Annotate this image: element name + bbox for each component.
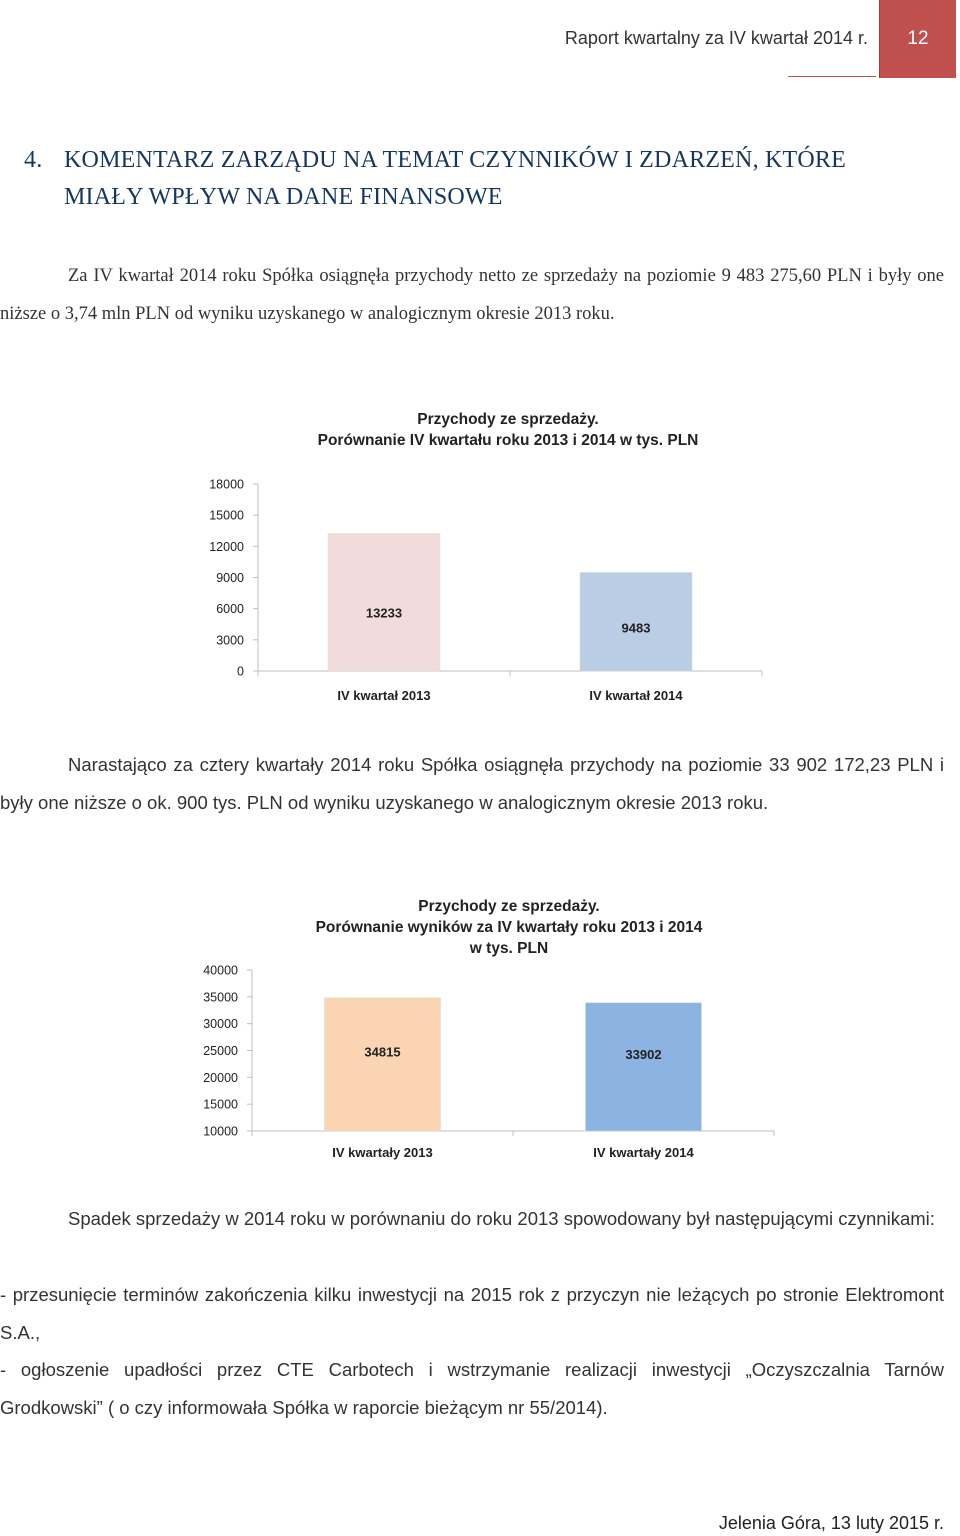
chart-title-line-1: Przychody ze sprzedaży.: [418, 898, 600, 915]
y-tick-label: 25000: [203, 1044, 238, 1058]
footer-place-date: Jelenia Góra, 13 luty 2015 r.: [718, 1513, 944, 1533]
list-item-reason-1: - przesunięcie terminów zakończenia kilku inwestycji na 2015 rok z przyczyn nie leżących po stronie Elektromont S.A.,: [0, 1284, 944, 1343]
y-tick-label: 30000: [203, 1017, 238, 1032]
bar-1: [325, 998, 441, 1131]
x-category-label: IV kwartał 2013: [337, 688, 431, 703]
section-title-line2: MIAŁY WPŁYW NA DANE FINANSOWE: [64, 184, 503, 210]
y-tick-label: 0: [237, 664, 244, 679]
paragraph-q4-revenue: [0, 258, 944, 333]
y-tick-label: 10000: [203, 1124, 238, 1139]
y-tick-label: 15000: [203, 1097, 238, 1112]
list-item-reason-2: - ogłoszenie upadłości przez CTE Carbotech i wstrzymanie realizacji inwestycji „Oczyszczalnia Tarnów Grodkowski” ( o czy informowała Spółka w raporcie bieżącym nr 55/2014).: [0, 1359, 944, 1418]
page-number-badge: 12: [879, 0, 956, 78]
bar-value-label: 33902: [625, 1047, 662, 1063]
chart-q4-revenue-comparison: [180, 400, 780, 710]
x-category-label: IV kwartał 2014: [589, 688, 683, 703]
section-heading: [24, 142, 924, 216]
bar-2: [586, 1003, 702, 1131]
bar-value-label: 13233: [365, 605, 403, 621]
y-tick-label: 9000: [216, 571, 244, 585]
chart-title-line-2: Porównanie IV kwartału roku 2013 i 2014 w tys. PLN: [317, 432, 699, 449]
bar-1: [328, 534, 440, 671]
chart-title-line-2: Porównanie wyników za IV kwartały roku 2013 i 2014: [315, 919, 703, 936]
header-divider: [788, 76, 876, 77]
paragraph-decline-reasons-text: Spadek sprzedaży w 2014 roku w porównaniu do roku 2013 spowodowany był następującymi czynnikami:: [68, 1208, 935, 1229]
y-tick-label: 40000: [203, 963, 238, 978]
report-header-title: Raport kwartalny za IV kwartał 2014 r.: [564, 28, 868, 48]
y-tick-label: 15000: [209, 508, 244, 523]
x-category-label: IV kwartały 2013: [332, 1145, 433, 1160]
chart-title-line-3: w tys. PLN: [469, 940, 549, 957]
section-number: 4.: [24, 147, 43, 173]
paragraph-q4-revenue-text: Za IV kwartał 2014 roku Spółka osiągnęła przychody netto ze sprzedaży na poziomie 9 483 275,60 PLN i były one niższe o 3,74 mln PLN od wyniku uzyskanego w analogicznym okresie 2013 roku.: [0, 266, 944, 324]
y-tick-label: 3000: [216, 633, 244, 648]
paragraph-cumulative-revenue-text: Narastająco za cztery kwartały 2014 roku Spółka osiągnęła przychody na poziomie 33 902 172,23 PLN i były one niższe o ok. 900 tys. PLN od wyniku uzyskanego w analogicznym okresie 2013 roku.: [0, 754, 944, 813]
y-tick-label: 20000: [203, 1070, 238, 1085]
y-tick-label: 6000: [216, 602, 244, 617]
y-tick-label: 12000: [209, 539, 244, 554]
y-tick-label: 18000: [209, 477, 244, 492]
x-category-label: IV kwartały 2014: [593, 1145, 694, 1160]
bar-value-label: 34815: [364, 1044, 401, 1060]
section-title-line1: KOMENTARZ ZARZĄDU NA TEMAT CZYNNIKÓW I ZDARZEŃ, KTÓRE: [64, 147, 846, 173]
bar-value-label: 9483: [621, 620, 651, 636]
chart-title-line-1: Przychody ze sprzedaży.: [417, 411, 599, 428]
paragraph-decline-reasons: [0, 1200, 944, 1238]
paragraph-cumulative-revenue: [0, 746, 944, 821]
y-tick-label: 35000: [203, 990, 238, 1005]
chart-annual-revenue-comparison: [170, 888, 790, 1168]
